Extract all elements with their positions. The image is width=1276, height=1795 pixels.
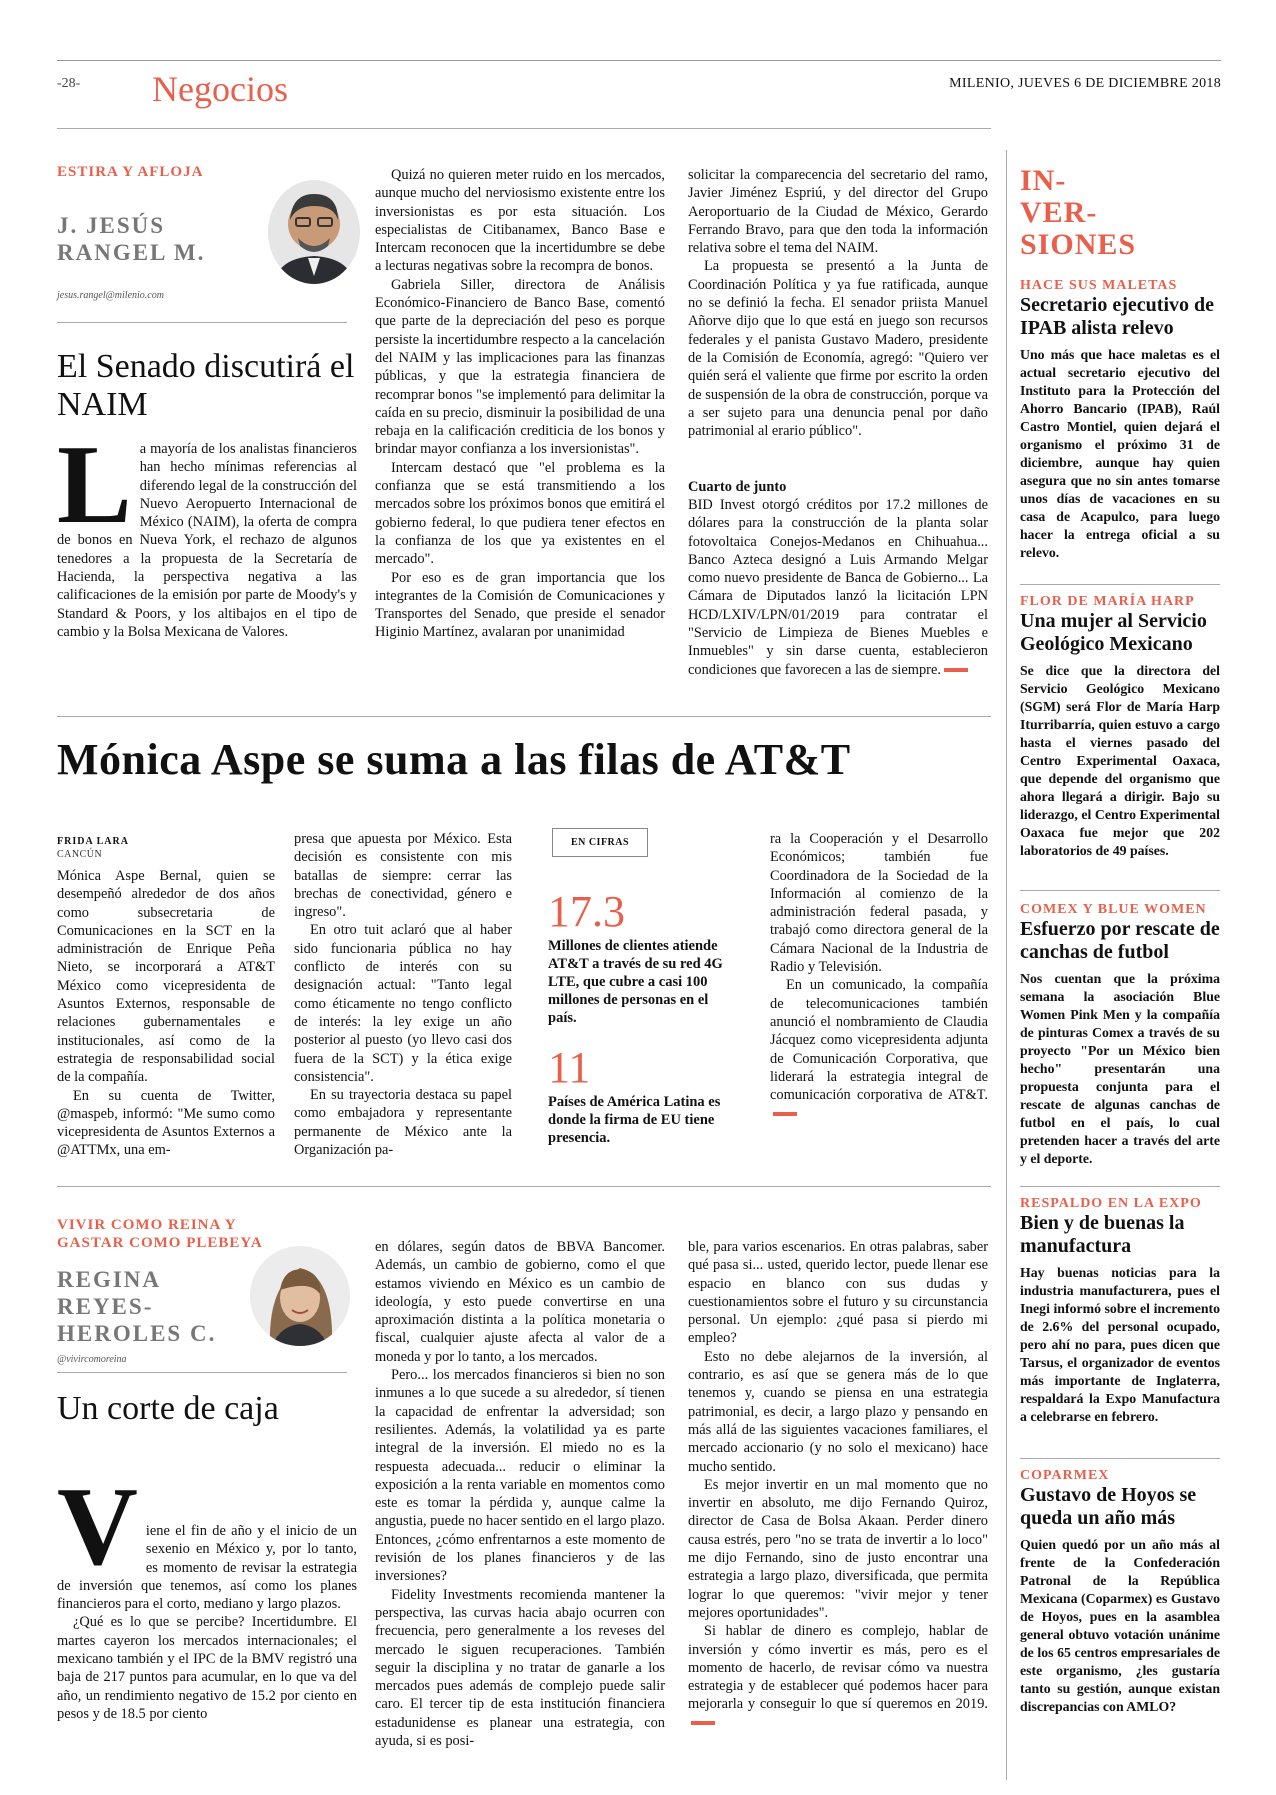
column-kicker: ESTIRA Y AFLOJA [57, 164, 204, 180]
story-dateline-city: CANCÚN [57, 849, 103, 860]
cifra-1-number: 17.3 [548, 887, 625, 936]
page-number: -28- [57, 76, 81, 91]
masthead-rule [57, 128, 991, 129]
author-photo [268, 180, 360, 284]
sidebar-headline: Esfuerzo por rescate de canchas de futbol [1020, 918, 1220, 963]
sidebar-kicker: COPARMEX [1020, 1468, 1110, 1483]
dropcap: V [57, 1465, 138, 1589]
end-mark [691, 1721, 715, 1725]
sidebar-body: Hay buenas noticias para la industria manufacturera, pues el Inegi informó sobre el incremento de 2.6% del personal ocupado, pero ahí no para, pues dicen que Tarsus, el organizador de eventos más importante de Inglaterra, respaldará la Expo Manufactura a celebrarse en febrero. [1020, 1265, 1220, 1424]
cifra-1-text: Millones de clientes atiende AT&T a través de su red 4G LTE, que cubre a casi 100 millones de personas en el país. [548, 938, 723, 1026]
column2-body-col3: ble, para varios escenarios. En otras palabras, saber qué pasa si... usted, querido lector, puede llenar ese espacio en blanco con sus dudas y cuestionamientos sobre el futuro y su circunstancia personal. Un ejemplo: ¿qué pasa si pierdo mi empleo? Esto no debe alejarnos de la inversión, al contrario, es así que se genera más de lo que tenemos y, cuando se piensa en una estrategia patrimonial, es decir, a largo plazo y pensando en más allá de las siguientes vacaciones familiares, el mercado accionario (y no solo el mexicano) hace mucho sentido. Es mejor invertir en un mal momento que no invertir en absoluto, me dijo Fernando Quiroz, director de Casa de Bolsa Akaan. Perder dinero causa estrés, pero "no se trata de invertir a lo loco" me dijo Fernando, sino de justo encontrar una estrategia a largo plazo, diversificada, que permita lograr lo que queremos: "vivir mejor y tener mejores oportunidades". Si hablar de dinero es complejo, hablar de inversión y cómo invertir es más, pero es el momento de hacerlo, de revisar cómo va nuestra estrategia y de establecer qué podemos hacer para mejorarla y conseguir lo que sí queremos en 2019. [688, 1238, 988, 1778]
story-col2: presa que apuesta por México. Esta decisión es consistente con mis batallas de siempre: cerrar las brechas de conectividad, género e ingreso". En otro tuit aclaró que al haber sido funcionaria pública no hay conflicto de interés con su designación actual: "Tanto legal como éticamente no tengo conflicto de interés: la ley exige un año posterior al puesto (yo llevo casi dos fuera de la SCT) y la ética exige consistencia". En su trayectoria destaca su papel como embajadora y representante permanente de México ante la Organización pa- [294, 831, 512, 1159]
column1-body-col3b: BID Invest otorgó créditos por 17.2 millones de dólares para la construcción de la planta solar fotovoltaica Conejos-Medanos en Chihuahua... Banco Azteca designó a Luis Armando Melgar como nuevo presidente de Banca de Gobierno... La Cámara de Diputados lanzó la licitación LPN HCD/LXIV/LPN/01/2019 para contratar el "Servicio de Limpieza de Bienes Muebles e Inmuebles" y sin darse cuenta, establecieron condiciones que favorecen a las de siempre. [688, 497, 988, 678]
headline-rule [57, 322, 347, 323]
column1-body-col3: solicitar la comparecencia del secretario del ramo, Javier Jiménez Espriú, y del director del Grupo Aeroportuario de la Ciudad de México, Gerardo Ferrando Bravo, para que den toda la información relativa sobre el tema del NAIM. La propuesta se presentó a la Junta de Coordinación Política y ya fue ratificada, aunque no se definió la fecha. El senador priista Manuel Añorve dijo que lo que está en juego son recursos federales y el panista Gustavo Madero, presidente de la Comisión de Economía, agregó: "Quiero ver quién será el valiente que firme por escrito la orden de suspensión de la obra de construcción, porque va a ser sujeto para una denuncia penal por daño patrimonial al erario público". [688, 167, 988, 440]
sidebar-divider [1006, 150, 1007, 1780]
story-col4: ra la Cooperación y el Desarrollo Económicos; también fue Coordinadora de la Sociedad de la Información al comienzo de la administración federal pasada, y trabajó como directora general de la Cámara Nacional de la Industria de Radio y Televisión. En un comunicado, la compañía de telecomunicaciones también anunció el nombramiento de Claudia Jácquez como vicepresidenta adjunta de Comunicación Corporativa, que liderará la estrategia integral de comunicación corporativa de AT&T. [770, 830, 988, 1160]
cifra-2-text: Países de América Latina es donde la firma de EU tiene presencia. [548, 1094, 721, 1146]
cifras-label: EN CIFRAS [552, 828, 648, 857]
end-mark [773, 1112, 797, 1116]
headline-rule [57, 1372, 347, 1373]
end-mark [944, 668, 968, 672]
sidebar-headline: Gustavo de Hoyos se queda un año más [1020, 1484, 1197, 1529]
sidebar-rule [1020, 1458, 1220, 1459]
sidebar-title: IN- VER- SIONES [1020, 164, 1137, 261]
sidebar-body: Nos cuentan que la próxima semana la asociación Blue Women Pink Men y la compañía de pinturas Comex a través de su proyecto "Por un México bien hecho" presentarán una propuesta conjunta para el rescate de algunas canchas de futbol en el país, lo cual pretenden hacer a través del arte y el deporte. [1020, 971, 1220, 1166]
top-rule [57, 60, 1221, 61]
story-headline: Mónica Aspe se suma a las filas de AT&T [57, 735, 851, 784]
dropcap: L [57, 423, 132, 547]
column-headline: El Senado discutirá el NAIM [57, 348, 355, 423]
column1-body-col1: L a mayoría de los analistas financieros han hecho mínimas referencias al diferendo legal de la construcción del Nuevo Aeropuerto Internacional de México (NAIM), la oferta de compra de bonos en Nueva York, el rechazo de algunos tenedores a la propuesta de la Secretaría de Hacienda, la perspectiva negativa a las calificaciones de la emisión por parte de Moody's y Standard & Poors, y los altibajos en el tipo de cambio y la Bolsa Mexicana de Valores. [57, 423, 357, 640]
column2-body-col1: V iene el fin de año y el inicio de un sexenio en México y, por lo tanto, es momento de revisar la estrategia de inversión que tenemos, así como los planes financieros para el corto, mediano y largo plazos. ¿Qué es lo que se percibe? Incertidumbre. El martes cayeron los mercados internacionales; el mexicano también y el IPC de la BMV registró una baja de 217 puntos para acumular, en lo que va del año, un rendimiento negativo de 15.2 por ciento en pesos y de 18.5 por ciento [57, 1465, 357, 1722]
sidebar-item [1020, 1196, 1220, 1426]
sidebar-headline: Secretario ejecutivo de IPAB alista relevo [1020, 294, 1214, 339]
sidebar-item [1020, 594, 1220, 860]
column2-headline: Un corte de caja [57, 1390, 279, 1427]
dateline: MILENIO, JUEVES 6 DE DICIEMBRE 2018 [949, 76, 1221, 91]
column1-body-col2: Quizá no quieren meter ruido en los mercados, aunque mucho del nerviosismo existente entre los inversionistas es por esta situación. Los especialistas de Citibanamex, Banco Base e Intercam reconocen que la incertidumbre se debe a lecturas negativas sobre la recompra de bonos. Gabriela Siller, directora de Análisis Económico-Financiero de Banco Base, comentó que parte de la depreciación del peso es porque persiste la incertidumbre respecto a la cancelación del NAIM y las implicaciones para las finanzas públicas, y que la estrategia financiera de recomprar bonos "se implementó para delimitar la caída en su precio, disminuir la posibilidad de una rebaja en la calificación crediticia de los bonos y brindar mayor confianza a los inversionistas". Intercam destacó que "el problema es la confianza que se está transmitiendo a los mercados sobre los próximos bonos que emitirá el gobierno federal, lo que pudiera tener efectos en la confianza de los que ya existentes en el mercado". Por eso es de gran importancia que los integrantes de la Comisión de Comunicaciones y Transportes del Senado, que preside el senador Higinio Martínez, avalaran por unanimidad [375, 167, 665, 641]
cifra-2-number: 11 [548, 1043, 591, 1092]
author-email: jesus.rangel@milenio.com [57, 290, 164, 301]
sidebar-item [1020, 278, 1220, 562]
story-rule [57, 716, 991, 717]
sidebar-body: Se dice que la directora del Servicio Geológico Mexicano (SGM) será Flor de María Harp Iturribarría, quien estuvo a cargo hasta el viernes pasado del Centro Experimental Oaxaca, que depende del organismo que ahora llegará a dirigir. Bajo su liderazgo, el Centro Experimental Oaxaca fue mejor que 202 laboratorios de 49 países. [1020, 663, 1220, 858]
section-title: Negocios [152, 69, 288, 109]
column2-body-col2: en dólares, según datos de BBVA Bancomer. Además, un cambio de gobierno, como el que estamos viviendo en México es un cambio de ideología, y esto puede convertirse en una aproximación distinta a la política monetaria o fiscal, cualquier ajuste afecta al valor de a moneda y por lo tanto, a los mercados. Pero... los mercados financieros si bien no son inmunes a lo que sucede a su alrededor, sí tienen la capacidad de enfrentar la adversidad; son resilientes. Además, la volatilidad ya es parte integral de la inversión. El miedo no es la respuesta adecuada... reducir o eliminar la exposición a la renta variable en momentos como este es tomar la pérdida y, aunque calme la angustia, puede no hacer sentido en el largo plazo. Entonces, ¿cómo enfrentarnos a este momento de revisión de los planes financieros y de las inversiones? Fidelity Investments recomienda mantener la perspectiva, las curvas hacia abajo ocurren con frecuencia, pero generalmente a los reveses del mercado le siguen recuperaciones. También seguir la disciplina y no tratar de ganarle a los mercados pues además de complejo puede salir caro. El tercer tip de esta institución financiera estadunidense es planear una estrategia, con ayuda, si es posi- [375, 1239, 665, 1750]
sidebar-item [1020, 1468, 1220, 1716]
sidebar-headline: Bien y de buenas la manufactura [1020, 1212, 1185, 1257]
sidebar-kicker: RESPALDO EN LA EXPO [1020, 1196, 1202, 1211]
column2-kicker: VIVIR COMO REINA Y GASTAR COMO PLEBEYA [57, 1217, 263, 1251]
sidebar-body: Quien quedó por un año más al frente de la Confederación Patronal de la República Mexicana (Coparmex) es Gustavo de Hoyos, pues en la asamblea general obtuvo votación unánime de los 65 centros empresariales de este organismo, ¿les gustaría tanto su gestión, aunque existan discrepancias con AMLO? [1020, 1537, 1220, 1714]
sidebar-rule [1020, 1186, 1220, 1187]
story-byline: FRIDA LARA [57, 836, 129, 847]
sidebar-headline: Una mujer al Servicio Geológico Mexicano [1020, 610, 1207, 655]
sidebar-kicker: COMEX Y BLUE WOMEN [1020, 902, 1207, 917]
sidebar-rule [1020, 584, 1220, 585]
story-col1: Mónica Aspe Bernal, quien se desempeñó alrededor de dos años como subsecretaria de Comunicaciones en la SCT en la administración de Enrique Peña Nieto, se incorporará a AT&T México como vicepresidenta de Asuntos Externos, responsable de relaciones gubernamentales e institucionales, así como de la estrategia de responsabilidad social de la compañía. En su cuenta de Twitter, @maspeb, informó: "Me sumo como vicepresidenta de Asuntos Externos a @ATTMx, una em- [57, 868, 275, 1159]
column2-author: REGINA REYES- HEROLES C. [57, 1267, 217, 1346]
sidebar-kicker: FLOR DE MARÍA HARP [1020, 594, 1195, 609]
sidebar-rule [1020, 890, 1220, 891]
section-rule [57, 1186, 991, 1187]
sidebar-body: Uno más que hace maletas es el actual secretario ejecutivo del Instituto para la Protección del Ahorro Bancario (IPAB), Raúl Castro Montiel, quien dejará el organismo el próximo 31 de diciembre, aunque hay quien asegura que no sin antes tomarse unos días de vacaciones en su casa de Acapulco, para luego hacer la entrega oficial a su relevo. [1020, 347, 1220, 560]
author-name: J. JESÚS RANGEL M. [57, 213, 206, 265]
author-photo [250, 1246, 350, 1346]
column1-subhead: Cuarto de junto [688, 479, 787, 495]
sidebar-kicker: HACE SUS MALETAS [1020, 278, 1178, 293]
sidebar-item [1020, 902, 1220, 1168]
author-handle: @vivircomoreina [57, 1354, 127, 1365]
